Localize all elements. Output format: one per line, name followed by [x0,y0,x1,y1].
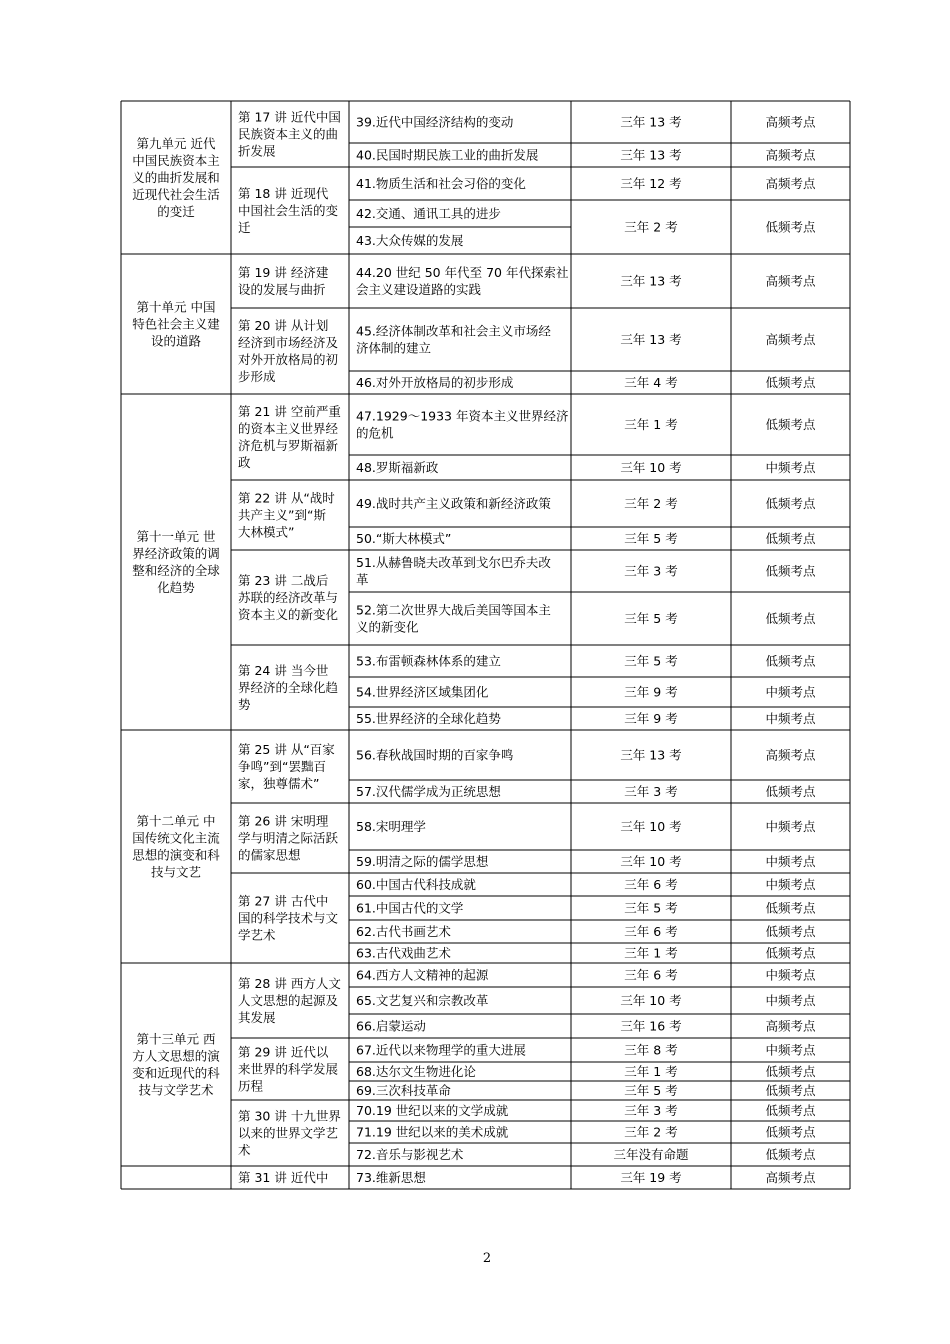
unit-cell-line: 第九单元 近代 [136,136,216,151]
lecture-cell-line: 的儒家思想 [238,847,301,863]
exam-count-cell-line: 三年 6 考 [624,967,678,983]
topic-cell [356,324,551,356]
exam-count-cell [624,711,677,726]
lecture-cell-line: 迁 [238,220,251,235]
topic-cell-line: 41.物质生活和社会习俗的变化 [356,176,526,191]
lecture-cell [238,573,339,622]
exam-count-cell [624,901,677,916]
lecture-cell-line: 术 [238,1142,251,1158]
frequency-cell [765,496,816,511]
exam-count-cell-line: 三年 10 考 [620,819,682,834]
unit-cell-line: 化趋势 [157,580,195,595]
topic-cell-line: 59.明清之际的儒学思想 [356,854,489,869]
frequency-cell-line: 高频考点 [765,332,816,347]
unit-cell [132,814,220,880]
unit-cell-line: 近现代社会生活 [132,187,220,202]
unit-cell-line: 思想的演变和科 [132,847,220,863]
topic-cell [356,854,489,869]
topic-cell-line: 义的新变化 [356,619,419,635]
page-number: 2 [482,1251,492,1266]
topic-cell-line: 46.对外开放格局的初步形成 [356,375,514,390]
frequency-cell-line: 低频考点 [765,375,816,390]
exam-count-cell [620,460,681,475]
exam-count-cell-line: 三年 13 考 [620,147,682,163]
topic-cell-line: 济体制的建立 [356,340,432,356]
exam-count-cell [624,946,677,961]
exam-count-cell-line: 三年 9 考 [624,711,678,726]
topic-cell-line: 43.大众传媒的发展 [356,233,464,248]
lecture-cell-line: 对外开放格局的初 [238,352,339,367]
exam-count-cell-line: 三年 3 考 [624,563,678,579]
lecture-cell-line: 资本主义的新变化 [238,607,339,622]
lecture-cell-line: 苏联的经济改革与 [238,590,339,605]
exam-count-cell [620,332,681,347]
topic-cell-line: 47.1929～1933 年资本主义世界经济 [356,408,569,424]
unit-cell-line: 技与文艺 [150,864,202,880]
unit-cell [132,1032,221,1098]
lecture-cell-line: 共产主义”到“斯 [238,507,326,523]
topic-cell [356,531,451,546]
exam-count-cell [624,1125,677,1140]
topic-cell-line: 53.布雷顿森林体系的建立 [356,653,501,669]
frequency-cell-line: 中频考点 [765,993,816,1008]
frequency-cell-line: 高频考点 [765,114,816,130]
topic-cell [356,409,569,441]
frequency-cell-line: 中频考点 [765,877,816,892]
lecture-cell [238,976,341,1025]
lecture-cell-line: 大林模式” [238,524,295,540]
frequency-cell [765,148,816,163]
frequency-cell [765,1043,816,1058]
frequency-cell-line: 低频考点 [765,611,816,626]
topic-cell [356,176,526,191]
lecture-cell [238,265,329,297]
topic-cell [356,1043,526,1058]
topic-cell-line: 72.音乐与影视艺术 [356,1147,464,1162]
frequency-cell [765,819,816,834]
lecture-cell-line: 学艺术 [238,927,276,943]
lecture-cell-line: 济危机与罗斯福新 [238,438,339,453]
exam-count-cell [624,924,677,939]
exam-count-cell-line: 三年 3 考 [624,1103,678,1118]
lecture-cell-line: 第 17 讲 近代中国 [238,109,341,125]
unit-cell-line: 第十单元 中国 [136,299,216,315]
topic-cell-line: 70.19 世纪以来的文学成就 [356,1103,509,1118]
unit-cell-line: 的变迁 [157,204,195,219]
exam-count-cell [624,1103,677,1118]
topic-cell [356,1170,426,1185]
exam-count-cell-line: 三年 10 考 [620,460,682,475]
frequency-cell-line: 中频考点 [765,1042,816,1058]
lecture-cell [238,1109,341,1158]
frequency-cell [765,1019,816,1034]
topic-cell [356,265,569,297]
frequency-cell-line: 低频考点 [765,1064,816,1079]
lecture-cell-line: 中国社会生活的变 [238,203,339,218]
lecture-cell-line: 民族资本主义的曲 [238,126,339,142]
unit-cell-line: 技与文学艺术 [138,1082,214,1098]
frequency-cell [765,1170,816,1185]
frequency-cell-line: 高频考点 [765,273,816,289]
frequency-cell-line: 高频考点 [765,147,816,163]
unit-cell-line: 方人文思想的演 [132,1048,220,1064]
frequency-cell [765,1083,816,1098]
exam-count-cell-line: 三年 2 考 [624,219,678,235]
topic-cell-line: 58.宋明理学 [356,819,426,834]
frequency-cell-line: 高频考点 [765,1170,816,1185]
frequency-cell-line: 低频考点 [765,417,816,432]
frequency-cell-line: 低频考点 [765,784,816,799]
topic-cell-line: 的危机 [356,425,394,441]
topic-cell [356,115,514,130]
lecture-cell-line: 第 30 讲 十九世界 [238,1108,341,1124]
exam-count-cell-line: 三年 1 考 [624,417,678,432]
exam-count-cell [624,968,677,983]
exam-count-cell [624,564,677,579]
exam-count-cell-line: 三年 2 考 [624,1124,678,1140]
frequency-cell-line: 低频考点 [765,924,816,939]
exam-count-cell [620,176,681,191]
frequency-cell-line: 低频考点 [765,1147,816,1162]
lecture-cell-line: 经济到市场经济及 [238,335,339,350]
exam-count-cell [620,274,681,289]
frequency-cell-line: 中频考点 [765,684,816,700]
frequency-cell [765,1125,816,1140]
unit-cell-line: 第十一单元 世 [136,529,216,544]
topic-cell-line: 69.三次科技革命 [356,1083,451,1098]
unit-cell-line: 中国民族资本主 [132,153,220,168]
topic-cell-line: 56.春秋战国时期的百家争鸣 [356,747,514,763]
lecture-cell-line: 设的发展与曲折 [238,282,326,297]
exam-count-cell [620,1019,681,1034]
lecture-cell [238,894,339,943]
lecture-cell [238,663,339,712]
lecture-cell-line: 界经济的全球化趋 [238,680,339,695]
exam-count-cell [620,854,681,869]
exam-count-cell [624,685,677,700]
topic-cell-line: 62.古代书画艺术 [356,924,451,939]
exam-count-cell [624,220,677,235]
exam-count-cell-line: 三年 4 考 [624,375,678,390]
exam-count-cell-line: 三年 9 考 [624,684,678,700]
exam-count-cell [620,1170,681,1185]
lecture-cell-line: 争鸣”到“罢黜百 [238,759,326,774]
lecture-cell-line: 第 24 讲 当今世 [238,663,329,678]
lecture-cell-line: 第 29 讲 近代以 [238,1044,329,1060]
frequency-cell-line: 中频考点 [765,711,816,726]
exam-count-cell-line: 三年 5 考 [624,1083,678,1098]
topic-cell-line: 45.经济体制改革和社会主义市场经 [356,323,551,339]
exam-count-cell [624,496,677,511]
topic-cell [356,748,513,763]
unit-cell-line: 界经济政策的调 [132,546,220,561]
exam-count-cell [624,417,677,432]
topic-cell [356,496,551,511]
exam-count-cell-line: 三年 2 考 [624,496,678,511]
exam-count-cell-line: 三年 1 考 [624,945,678,961]
exam-count-cell [624,1043,677,1058]
topic-cell-line: 55.世界经济的全球化趋势 [356,711,501,726]
topic-cell [356,711,501,726]
lecture-cell [238,1170,328,1185]
frequency-cell [765,685,816,700]
lecture-cell-line: 第 31 讲 近代中 [238,1170,329,1185]
topic-cell [356,946,451,961]
exam-count-cell [620,748,681,763]
topic-cell-line: 48.罗斯福新政 [356,460,439,475]
topic-cell-line: 71.19 世纪以来的美术成就 [356,1124,509,1140]
unit-cell-line: 义的曲折发展和 [132,170,220,185]
exam-count-cell-line: 三年 6 考 [624,877,678,892]
frequency-cell [765,877,816,892]
lecture-cell-line: 政 [238,455,251,470]
lecture-cell-line: 家，独尊儒术” [238,776,320,791]
exam-count-cell-line: 三年 12 考 [620,176,682,191]
topic-cell-line: 会主义建设道路的实践 [356,282,482,297]
frequency-cell-line: 高频考点 [765,1018,816,1034]
frequency-cell [765,993,816,1008]
topic-cell [356,375,514,390]
topic-cell-line: 60.中国古代科技成就 [356,877,476,892]
topic-cell-line: 39.近代中国经济结构的变动 [356,114,514,130]
topic-cell [356,206,501,221]
unit-cell-line: 变和近现代的科 [132,1065,220,1081]
frequency-cell [765,375,816,390]
topic-cell-line: 66.启蒙运动 [356,1018,426,1034]
frequency-cell [765,332,816,347]
unit-cell-line: 整和经济的全球 [132,563,220,578]
lecture-cell-line: 来世界的科学发展 [238,1061,339,1077]
exam-count-cell [624,654,677,669]
topic-cell [356,877,476,892]
exam-count-cell-line: 三年 10 考 [620,854,682,869]
frequency-cell-line: 中频考点 [765,460,816,475]
topic-cell [356,460,439,475]
frequency-cell [765,784,816,799]
frequency-cell [765,531,816,546]
frequency-cell-line: 低频考点 [765,900,816,916]
exam-count-cell-line: 三年 13 考 [620,114,682,130]
exam-count-cell-line: 三年 1 考 [624,1064,678,1079]
topic-cell-line: 40.民国时期民族工业的曲折发展 [356,147,539,163]
exam-count-cell [620,993,681,1008]
topic-cell-line: 67.近代以来物理学的重大进展 [356,1042,526,1058]
topic-cell-line: 57.汉代儒学成为正统思想 [356,784,501,799]
topic-cell-line: 革 [356,572,369,587]
frequency-cell [765,417,816,432]
frequency-cell [765,968,816,983]
frequency-cell-line: 低频考点 [765,1103,816,1118]
lecture-cell-line: 的资本主义世界经 [238,421,339,436]
frequency-cell [765,901,816,916]
frequency-cell-line: 中频考点 [765,967,816,983]
exam-count-cell [620,819,681,834]
lecture-cell-line: 第 27 讲 古代中 [238,893,329,909]
topic-cell [356,924,451,939]
topic-cell [356,1125,509,1140]
exam-count-cell [624,1083,677,1098]
topic-cell [356,1103,509,1118]
frequency-cell-line: 低频考点 [765,945,816,961]
lecture-cell-line: 学与明清之际活跃 [238,830,339,846]
topic-cell-line: 64.西方人文精神的起源 [356,967,489,983]
topic-cell-line: 65.文艺复兴和宗教改革 [356,993,489,1008]
frequency-cell-line: 高频考点 [765,176,816,191]
topic-cell [356,148,539,163]
exam-count-cell-line: 三年 8 考 [624,1042,678,1058]
lecture-cell [238,318,339,384]
frequency-cell [765,1064,816,1079]
topic-cell [356,603,551,635]
lecture-cell [238,491,335,540]
exam-count-cell [613,1147,689,1162]
topic-cell [356,819,426,834]
exam-count-cell-line: 三年 5 考 [624,531,678,546]
frequency-cell [765,460,816,475]
exam-count-cell-line: 三年 13 考 [620,332,682,347]
lecture-cell-line: 第 25 讲 从“百家 [238,742,335,757]
lecture-cell [238,186,339,235]
lecture-cell-line: 第 22 讲 从“战时 [238,490,335,506]
frequency-cell-line: 中频考点 [765,819,816,834]
exam-count-cell-line: 三年 5 考 [624,611,678,626]
frequency-cell [765,748,816,763]
topic-cell [356,1083,451,1098]
frequency-cell [765,854,816,869]
frequency-cell-line: 低频考点 [765,531,816,546]
exam-count-cell [624,877,677,892]
lecture-cell-line: 其发展 [238,1010,276,1025]
exam-count-cell-line: 三年 13 考 [620,747,682,763]
exam-count-cell-line: 三年 6 考 [624,924,678,939]
exam-count-cell [624,784,677,799]
topic-cell-line: 63.古代戏曲艺术 [356,945,451,961]
frequency-cell [765,1103,816,1118]
frequency-cell-line: 低频考点 [765,1124,816,1140]
topic-cell [356,654,501,669]
lecture-cell-line: 以来的世界文学艺 [238,1125,339,1141]
frequency-cell [765,220,816,235]
topic-cell-line: 73.维新思想 [356,1170,426,1185]
exam-count-cell-line: 三年 16 考 [620,1018,682,1034]
lecture-cell [238,814,339,863]
lecture-cell-line: 历程 [238,1078,264,1094]
unit-cell [132,136,220,219]
frequency-cell-line: 高频考点 [765,747,816,763]
topic-cell [356,1064,476,1079]
lecture-cell-line: 国的科学技术与文 [238,910,339,926]
unit-cell-line: 第十二单元 中 [136,813,216,829]
lecture-cell-line: 折发展 [238,143,276,159]
exam-count-cell-line: 三年 5 考 [624,653,678,669]
frequency-cell [765,1147,816,1162]
topic-cell [356,901,464,916]
topic-cell [356,968,489,983]
frequency-cell [765,176,816,191]
topic-cell [356,1019,426,1034]
exam-count-cell-line: 三年 10 考 [620,993,682,1008]
topic-cell [356,233,464,248]
lecture-cell [238,742,335,791]
lecture-cell-line: 人文思想的起源及 [238,993,339,1008]
frequency-cell-line: 低频考点 [765,563,816,579]
lecture-cell-line: 第 21 讲 空前严重 [238,404,341,419]
frequency-cell [765,611,816,626]
exam-count-cell [624,611,677,626]
topic-cell-line: 49.战时共产主义政策和新经济政策 [356,496,551,511]
exam-count-cell [620,148,681,163]
topic-cell [356,1147,464,1162]
topic-cell-line: 42.交通、通讯工具的进步 [356,206,501,221]
frequency-cell-line: 低频考点 [765,653,816,669]
topic-cell-line: 68.达尔文生物进化论 [356,1064,476,1079]
unit-cell [132,300,220,349]
topic-cell [356,784,501,799]
topic-cell [356,993,489,1008]
frequency-cell-line: 低频考点 [765,219,816,235]
unit-cell [132,529,220,595]
exam-count-cell [624,1064,677,1079]
exam-count-cell [620,115,681,130]
exam-count-cell-line: 三年 13 考 [620,273,682,289]
frequency-cell-line: 低频考点 [765,496,816,511]
exam-count-cell-line: 三年 19 考 [620,1170,682,1185]
frequency-cell [765,946,816,961]
lecture-cell-line: 势 [238,697,251,712]
lecture-cell [238,110,341,159]
lecture-cell-line: 第 23 讲 二战后 [238,573,329,588]
topic-cell-line: 51.从赫鲁晓夫改革到戈尔巴乔夫改 [356,555,551,570]
frequency-cell-line: 低频考点 [765,1083,816,1098]
topic-cell [356,555,551,587]
lecture-cell [238,404,341,470]
frequency-cell [765,924,816,939]
topic-cell-line: 44.20 世纪 50 年代至 70 年代探索社 [356,265,569,280]
exam-count-cell-line: 三年没有命题 [613,1147,689,1162]
lecture-cell-line: 第 20 讲 从计划 [238,318,329,333]
unit-cell-line: 设的道路 [150,333,202,349]
frequency-cell [765,564,816,579]
topic-cell-line: 61.中国古代的文学 [356,900,464,916]
lecture-cell [238,1045,339,1094]
frequency-cell [765,115,816,130]
exam-count-cell [624,375,677,390]
unit-cell-line: 特色社会主义建 [132,316,220,332]
unit-cell-line: 国传统文化主流 [132,830,220,846]
exam-count-cell [624,531,677,546]
lecture-cell-line: 第 28 讲 西方人文 [238,976,341,991]
frequency-cell [765,274,816,289]
exam-count-cell-line: 三年 5 考 [624,900,678,916]
lecture-cell-line: 第 19 讲 经济建 [238,265,329,280]
topic-cell-line: 54.世界经济区域集团化 [356,684,489,700]
lecture-cell-line: 步形成 [238,369,276,384]
topic-cell-line: 50.“斯大林模式” [356,531,452,546]
topic-cell [356,685,489,700]
unit-cell-line: 第十三单元 西 [136,1031,216,1047]
lecture-cell-line: 第 26 讲 宋明理 [238,813,329,829]
frequency-cell-line: 中频考点 [765,854,816,869]
topic-cell-line: 52.第二次世界大战后美国等国本主 [356,602,551,618]
lecture-cell-line: 第 18 讲 近现代 [238,186,329,201]
frequency-cell [765,654,816,669]
frequency-cell [765,711,816,726]
table-cells [132,110,816,1186]
exam-count-cell-line: 三年 3 考 [624,784,678,799]
